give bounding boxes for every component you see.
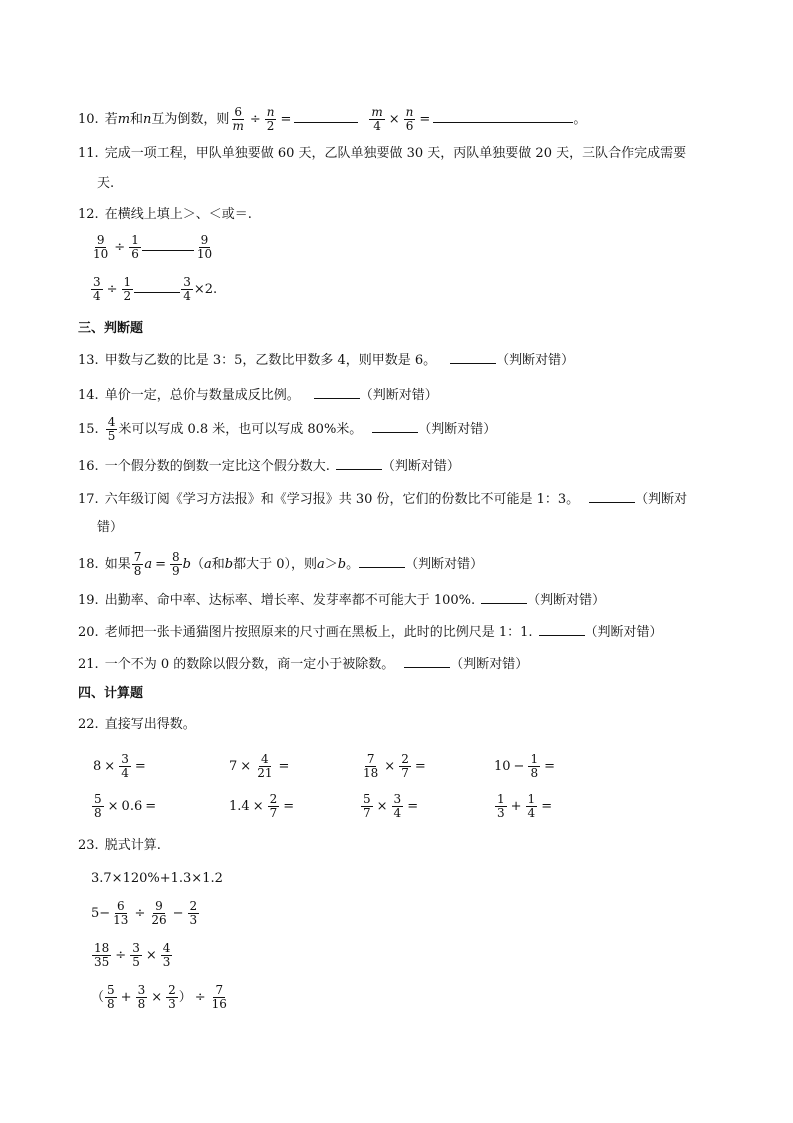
question-number: 13. bbox=[78, 353, 99, 368]
question-18 bbox=[78, 551, 483, 578]
judge-hint: （判断对错） bbox=[496, 353, 575, 368]
var-n: n bbox=[143, 112, 152, 127]
question-text: 出勤率、命中率、达标率、增长率、发芽率都不可能大于 100%. bbox=[104, 593, 476, 608]
fraction: $\frac{9}{10}$ bbox=[196, 233, 213, 261]
text: 。 bbox=[573, 112, 587, 127]
question-text: 六年级订阅《学习方法报》和《学习报》共 30 份，它们的份数比不可能是 1：3。 bbox=[104, 492, 580, 507]
answer-blank[interactable] bbox=[314, 385, 360, 399]
calc-item: 1.4 × $\frac{2}{7}$ = bbox=[229, 792, 295, 820]
text: 和 bbox=[211, 557, 225, 572]
question-20 bbox=[78, 622, 663, 642]
fraction: $\frac{8}{9}$ bbox=[172, 550, 180, 578]
calc-item: $\frac{1}{3}$ + $\frac{1}{4}$ = bbox=[497, 792, 553, 820]
operator: ÷ bbox=[106, 282, 118, 297]
question-text: 一个不为 0 的数除以假分数，商一定小于被除数。 bbox=[104, 657, 395, 672]
judge-hint: （判断对错） bbox=[418, 422, 497, 437]
judge-hint: （判断对错） bbox=[381, 459, 460, 474]
question-text: 完成一项工程，甲队单独要做 60 天，乙队单独要做 30 天，丙队单独要做 20 天，三队合作完成需要 bbox=[104, 146, 687, 161]
operator: ÷ bbox=[249, 112, 261, 127]
question-10 bbox=[78, 106, 586, 133]
fraction: $\frac{3}{4}$ bbox=[93, 275, 101, 303]
text: （ bbox=[190, 557, 204, 572]
judge-hint: （判断对错） bbox=[450, 657, 529, 672]
expression-3: $\frac{18}{35}$ ÷ $\frac{3}{5}$ × $\frac{4}{3}$ bbox=[94, 941, 171, 969]
answer-blank[interactable] bbox=[294, 109, 358, 123]
fraction: $\frac{m}{4}$ bbox=[371, 105, 383, 133]
fraction: $\frac{1}{2}$ bbox=[123, 275, 132, 303]
question-22 bbox=[78, 716, 196, 734]
calc-item: 10 − $\frac{1}{8}$ = bbox=[494, 752, 555, 780]
question-21 bbox=[78, 654, 528, 674]
answer-blank[interactable] bbox=[372, 419, 418, 433]
operator: = bbox=[155, 557, 167, 572]
judge-hint: （判断对错） bbox=[584, 625, 663, 640]
question-number: 16. bbox=[78, 459, 99, 474]
question-text: 甲数与乙数的比是 3：5，乙数比甲数多 4，则甲数是 6。 bbox=[104, 353, 437, 368]
question-text: 米可以写成 0.8 米，也可以写成 80%米。 bbox=[118, 422, 363, 437]
judge-hint: （判断对错） bbox=[359, 388, 438, 403]
answer-blank[interactable] bbox=[142, 242, 194, 251]
expression-4: （ $\frac{5}{8}$ + $\frac{3}{8}$ × $\frac{2}{3}$ ） ÷ $\frac{7}{16}$ bbox=[91, 983, 227, 1011]
question-number: 10. bbox=[78, 112, 99, 127]
question-number: 20. bbox=[78, 625, 99, 640]
var-a: a bbox=[317, 557, 325, 572]
answer-blank[interactable] bbox=[359, 554, 405, 568]
question-19 bbox=[78, 590, 605, 610]
fraction: $\frac{3}{4}$ bbox=[183, 275, 191, 303]
question-16 bbox=[78, 456, 460, 476]
var-b: b bbox=[182, 557, 191, 572]
fraction: $\frac{6}{m}$ bbox=[232, 105, 244, 133]
calc-item: 8 × $\frac{3}{4}$ = bbox=[93, 752, 146, 780]
text: 都大于 0），则 bbox=[233, 557, 318, 572]
text: ×2. bbox=[193, 282, 218, 297]
answer-blank[interactable] bbox=[433, 109, 573, 123]
answer-blank[interactable] bbox=[589, 489, 635, 503]
question-14 bbox=[78, 385, 438, 405]
answer-blank[interactable] bbox=[481, 590, 527, 604]
question-number: 23. bbox=[78, 838, 99, 853]
expression-2: 5− $\frac{6}{13}$ ÷ $\frac{9}{26}$ − $\frac{2}{3}$ bbox=[91, 899, 198, 927]
calc-item: 7 × $\frac{4}{21}$ = bbox=[229, 752, 290, 780]
question-text: 直接写出得数。 bbox=[104, 717, 196, 732]
question-number: 15. bbox=[78, 422, 99, 437]
var-b: b bbox=[337, 557, 347, 572]
compare-row-1 bbox=[90, 234, 215, 261]
fraction: $\frac{9}{10}$ bbox=[93, 233, 109, 261]
question-text: 脱式计算. bbox=[104, 838, 161, 853]
var-m: m bbox=[117, 112, 131, 127]
question-text: 一个假分数的倒数一定比这个假分数大. bbox=[104, 459, 330, 474]
fraction: $\frac{n}{6}$ bbox=[405, 105, 414, 133]
question-number: 11. bbox=[78, 146, 99, 161]
question-text: 单价一定，总价与数量成反比例。 bbox=[104, 388, 300, 403]
question-number: 21. bbox=[78, 657, 99, 672]
var-a: a bbox=[144, 557, 153, 572]
question-text: 在横线上填上＞、＜或＝. bbox=[104, 207, 252, 222]
question-number: 17. bbox=[78, 492, 99, 507]
expression-1: 3.7×120%+1.3×1.2 bbox=[91, 871, 223, 886]
text: 。 bbox=[346, 557, 360, 572]
question-text: 天. bbox=[97, 176, 115, 191]
fraction: $\frac{n}{2}$ bbox=[266, 105, 275, 133]
answer-blank[interactable] bbox=[134, 284, 180, 293]
question-12 bbox=[78, 206, 252, 224]
text: 和 bbox=[130, 112, 144, 127]
calc-item: $\frac{7}{18}$ × $\frac{2}{7}$ = bbox=[363, 752, 426, 780]
question-23 bbox=[78, 837, 161, 855]
fraction: $\frac{4}{5}$ bbox=[107, 415, 116, 443]
var-b: b bbox=[224, 557, 234, 572]
fraction: $\frac{1}{6}$ bbox=[131, 233, 139, 261]
answer-blank[interactable] bbox=[450, 350, 496, 364]
text: 若 bbox=[104, 112, 118, 127]
fraction: $\frac{7}{8}$ bbox=[133, 550, 142, 578]
answer-blank[interactable] bbox=[539, 622, 585, 636]
operator: = bbox=[280, 112, 292, 127]
answer-blank[interactable] bbox=[404, 654, 450, 668]
text: 如果 bbox=[104, 557, 131, 572]
operator: × bbox=[388, 112, 400, 127]
section-heading: 四、计算题 bbox=[78, 686, 144, 701]
judge-hint: 错） bbox=[97, 520, 124, 535]
judge-hint: （判断对 bbox=[635, 492, 688, 507]
question-17 bbox=[78, 489, 687, 509]
answer-blank[interactable] bbox=[336, 456, 382, 470]
question-number: 12. bbox=[78, 207, 99, 222]
question-number: 14. bbox=[78, 388, 99, 403]
judge-hint: （判断对错） bbox=[405, 557, 484, 572]
question-11-cont bbox=[97, 175, 114, 193]
section-heading: 三、判断题 bbox=[78, 321, 144, 336]
question-number: 22. bbox=[78, 717, 99, 732]
var-a: a bbox=[204, 557, 212, 572]
calc-item: $\frac{5}{8}$ × 0.6 = bbox=[94, 792, 157, 820]
question-17-cont bbox=[97, 519, 123, 537]
question-11 bbox=[78, 145, 686, 163]
calc-item: $\frac{5}{7}$ × $\frac{3}{4}$ = bbox=[363, 792, 419, 820]
question-number: 19. bbox=[78, 593, 99, 608]
text: ＞ bbox=[324, 557, 338, 572]
judge-hint: （判断对错） bbox=[527, 593, 606, 608]
question-15 bbox=[78, 416, 496, 443]
question-text: 老师把一张卡通猫图片按照原来的尺寸画在黑板上，此时的比例尺是 1：1. bbox=[104, 625, 533, 640]
operator: ÷ bbox=[114, 240, 126, 255]
operator: = bbox=[419, 112, 431, 127]
text: 互为倒数，则 bbox=[151, 112, 230, 127]
question-13 bbox=[78, 350, 574, 370]
question-number: 18. bbox=[78, 557, 99, 572]
compare-row-2 bbox=[90, 276, 217, 303]
